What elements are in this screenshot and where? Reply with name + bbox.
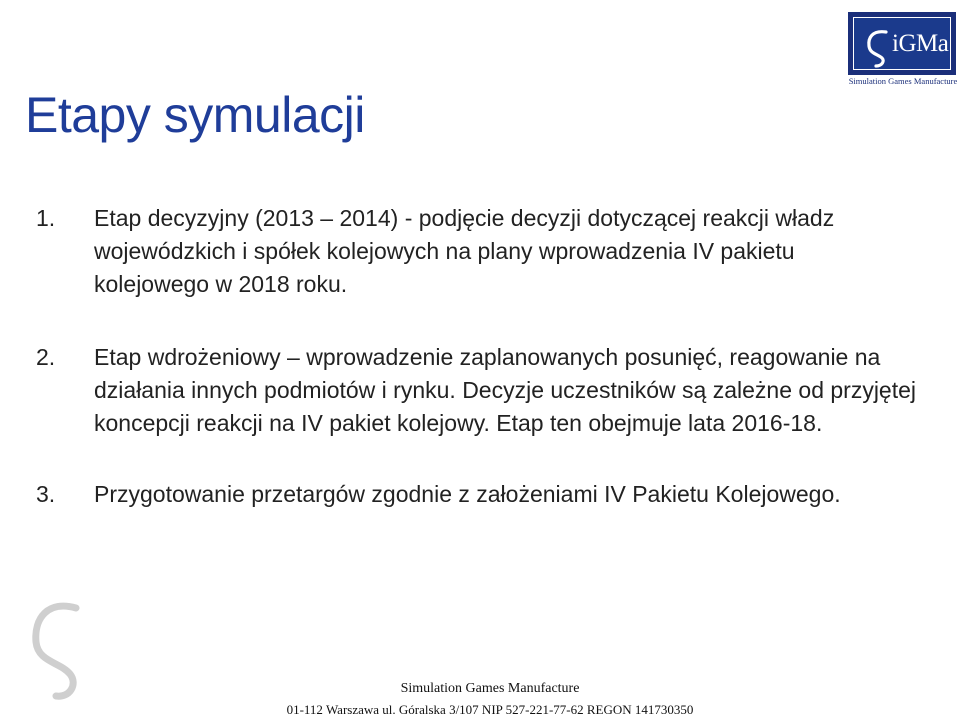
list-item (36, 341, 916, 440)
item-number: 2. (36, 344, 56, 370)
logo-frame (848, 12, 956, 75)
item-text: Etap wdrożeniowy – wprowadzenie zaplanowanych posunięć, reagowanie na działania innych podmiotów i rynku. Decyzje uczestników są zależne od przyjętej koncepcji reakcji na IV pakiet kolejowy. Etap ten obejmuje lata 2016-18. (94, 344, 917, 436)
stage-list (36, 202, 916, 511)
item-number: 3. (36, 481, 56, 507)
slide-title: Etapy symulacji (25, 87, 365, 143)
item-text: Przygotowanie przetargów zgodnie z założeniami IV Pakietu Kolejowego. (94, 481, 841, 507)
list-item (36, 202, 916, 301)
list-item (36, 478, 916, 511)
stylized-sigma-icon (864, 26, 892, 70)
footer (240, 680, 740, 719)
logo-text: iGMa (892, 30, 949, 57)
item-number: 1. (36, 205, 56, 231)
logo-caption: Simulation Games Manufacture (848, 76, 958, 86)
footer-address: 01-112 Warszawa ul. Góralska 3/107 NIP 527-221-77-62 REGON 141730350 (286, 702, 694, 717)
footer-company: Simulation Games Manufacture (400, 681, 580, 696)
large-sigma-icon (30, 600, 86, 705)
logo-panel (853, 17, 951, 70)
company-logo (848, 12, 958, 88)
item-text: Etap decyzyjny (2013 – 2014) - podjęcie decyzji dotyczącej reakcji władz wojewódzkich i spółek kolejowych na plany wprowadzenia IV pakietu kolejowego w 2018 roku. (94, 205, 835, 297)
